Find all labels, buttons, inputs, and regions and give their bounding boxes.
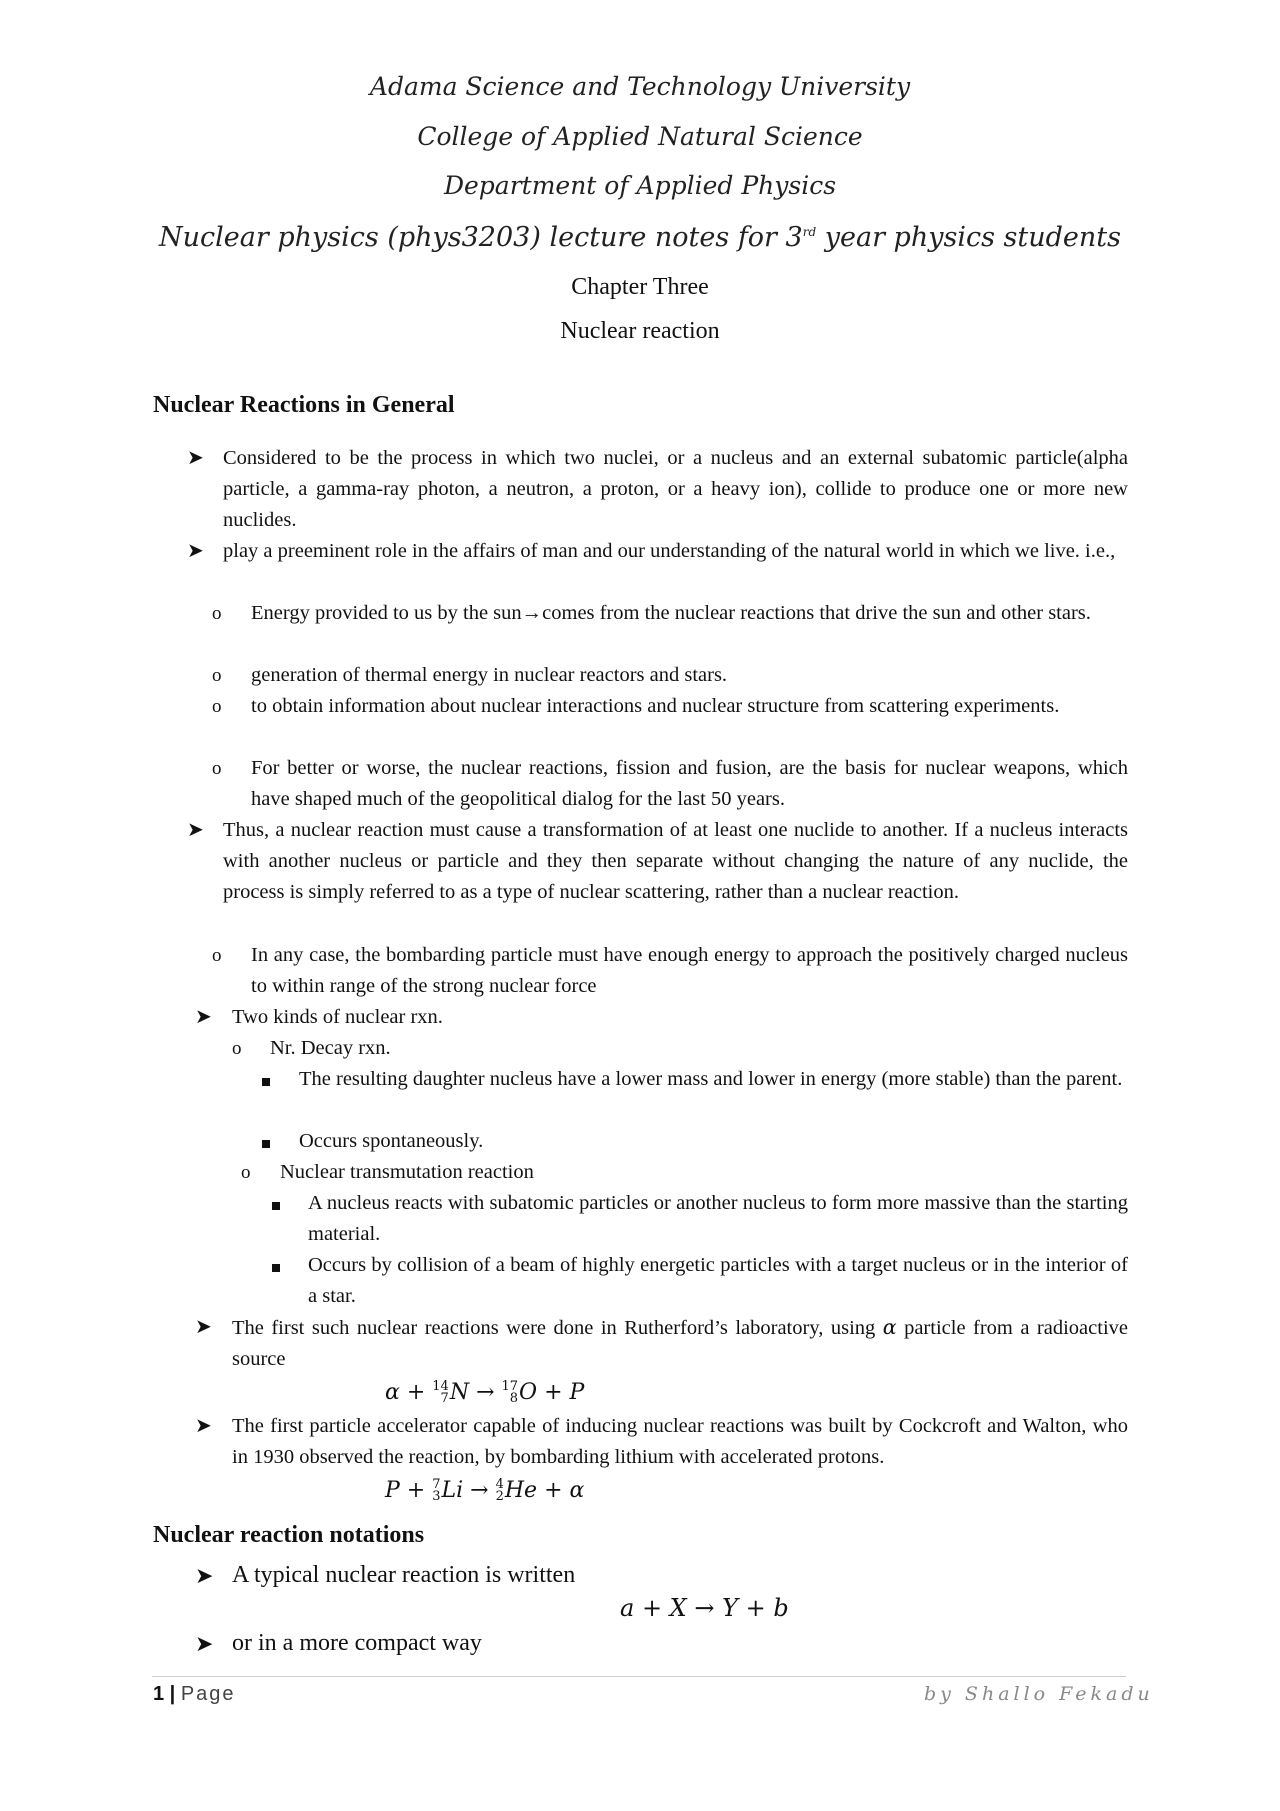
arrow-bullet-icon: ➤	[187, 819, 204, 841]
chapter-title: Nuclear reaction	[560, 318, 720, 344]
sub-sub-bullet-massive: A nucleus reacts with subatomic particles or another nucleus to form more massive than the starting material.	[308, 1192, 1128, 1245]
sub-bullet-transmutation: Nuclear transmutation reaction	[280, 1161, 534, 1183]
eq2-he-z: 2	[495, 1489, 504, 1504]
square-bullet-icon	[262, 1078, 270, 1086]
square-bullet-icon	[272, 1264, 280, 1272]
equation-cockcroft	[385, 1478, 584, 1503]
page-number-value: 1	[153, 1683, 165, 1705]
rutherford-text-post: particle from a radioactive source	[232, 1317, 1128, 1370]
bullet-definition: Considered to be the process in which two nuclei, or a nucleus and an external subatomic particle(alpha particle, a gamma-ray photon, a neutron, a proton, or a heavy ion), collide to produce one or more new nuclides.	[223, 447, 1128, 531]
arrow-bullet-icon: ➤	[187, 540, 204, 562]
eq2-he-mass: 4	[495, 1477, 504, 1492]
rutherford-text-pre: The first such nuclear reactions were done in Rutherford’s laboratory, using	[232, 1317, 883, 1339]
sub-sub-bullet-collision: Occurs by collision of a beam of highly energetic particles with a target nucleus or in the interior of a star.	[308, 1254, 1128, 1307]
bullet-rutherford	[232, 1312, 1128, 1375]
arrow-bullet-icon: ➤	[195, 1563, 214, 1588]
chapter-number: Chapter Three	[571, 274, 709, 300]
sub-bullet-scattering: to obtain information about nuclear interactions and nuclear structure from scattering experiments.	[251, 695, 1060, 717]
sub-bullet-bombarding: In any case, the bombarding particle must have enough energy to approach the positively charged nucleus to within range of the strong nuclear force	[251, 944, 1128, 997]
equation-general: a + X → Y + b	[620, 1594, 789, 1622]
arrow-bullet-icon: ➤	[195, 1415, 212, 1437]
bullet-typical-reaction: A typical nuclear reaction is written	[232, 1562, 576, 1588]
circle-bullet-icon: o	[212, 665, 222, 686]
eq2-he-symbol: He	[504, 1478, 538, 1503]
author-signature: by Shallo Fekadu	[924, 1683, 1154, 1705]
bullet-role: play a preeminent role in the affairs of man and our understanding of the natural world in which we live. i.e.,	[223, 540, 1116, 562]
arrow-bullet-icon: ➤	[187, 447, 204, 469]
square-bullet-icon	[262, 1140, 270, 1148]
circle-bullet-icon: o	[212, 758, 222, 779]
section-heading-notations: Nuclear reaction notations	[153, 1522, 425, 1548]
eq1-n-symbol: N	[449, 1380, 470, 1405]
equation-rutherford	[385, 1380, 584, 1405]
bullet-compact-way: or in a more compact way	[232, 1630, 482, 1656]
eq1-alpha: α +	[385, 1380, 433, 1405]
page-number	[153, 1683, 236, 1706]
page-word: Page	[180, 1683, 236, 1705]
eq2-head: P +	[385, 1478, 433, 1503]
course-title-post: year physics students	[816, 222, 1121, 253]
sub-bullet-thermal: generation of thermal energy in nuclear reactors and stars.	[251, 664, 728, 686]
eq1-o-z: 8	[509, 1391, 519, 1406]
bullet-cockcroft: The first particle accelerator capable of inducing nuclear reactions was built by Cockcroft and Walton, who in 1930 observed the reaction, by bombarding lithium with accelerated protons.	[232, 1415, 1128, 1468]
circle-bullet-icon: o	[232, 1038, 242, 1059]
sub-sub-bullet-spontaneous: Occurs spontaneously.	[299, 1130, 484, 1152]
sub-bullet-weapons: For better or worse, the nuclear reactions, fission and fusion, are the basis for nuclear weapons, which have shaped much of the geopolitical dialog for the last 50 years.	[251, 757, 1128, 810]
university-name: Adama Science and Technology University	[369, 72, 911, 101]
department-name: Department of Applied Physics	[443, 171, 837, 200]
footer-divider	[152, 1676, 1126, 1677]
circle-bullet-icon: o	[241, 1162, 251, 1183]
eq2-li-symbol: Li	[441, 1478, 464, 1503]
circle-bullet-icon: o	[212, 696, 222, 717]
arrow-bullet-icon: ➤	[195, 1631, 214, 1656]
eq1-o-mass: 17	[501, 1379, 519, 1394]
eq2-li-mass: 7	[432, 1477, 441, 1492]
eq2-arrow: →	[463, 1478, 496, 1503]
eq1-n-z: 7	[440, 1391, 449, 1406]
circle-bullet-icon: o	[212, 945, 222, 966]
eq1-tail: + P	[537, 1380, 585, 1405]
bullet-two-kinds: Two kinds of nuclear rxn.	[232, 1006, 443, 1028]
section-heading-general: Nuclear Reactions in General	[153, 392, 455, 418]
arrow-bullet-icon: ➤	[195, 1006, 212, 1028]
circle-bullet-icon: o	[212, 603, 222, 624]
eq1-n-mass: 14	[432, 1379, 449, 1394]
course-title	[0, 222, 1280, 253]
course-title-pre: Nuclear physics (phys3203) lecture notes for 3	[159, 222, 803, 253]
bullet-transformation: Thus, a nuclear reaction must cause a transformation of at least one nuclide to another. If a nucleus interacts with another nucleus or particle and they then separate without changing the nature of any nuclide, the process is simply referred to as a type of nuclear scattering, rather than a nuclear reaction.	[223, 819, 1128, 903]
sub-bullet-decay: Nr. Decay rxn.	[270, 1037, 391, 1059]
sub-sub-bullet-daughter: The resulting daughter nucleus have a lower mass and lower in energy (more stable) than the parent.	[299, 1068, 1123, 1090]
eq1-arrow: →	[469, 1380, 502, 1405]
college-name: College of Applied Natural Science	[417, 122, 863, 151]
page-number-separator: |	[164, 1683, 181, 1705]
sub-bullet-sun-energy: Energy provided to us by the sun→comes from the nuclear reactions that drive the sun and other stars.	[251, 602, 1091, 624]
eq2-tail: + α	[537, 1478, 585, 1503]
arrow-bullet-icon: ➤	[195, 1316, 212, 1338]
course-title-sup: rd	[802, 225, 817, 239]
square-bullet-icon	[272, 1202, 280, 1210]
alpha-symbol: α	[882, 1315, 897, 1339]
eq1-o-symbol: O	[519, 1380, 538, 1405]
eq2-li-z: 3	[432, 1489, 441, 1504]
